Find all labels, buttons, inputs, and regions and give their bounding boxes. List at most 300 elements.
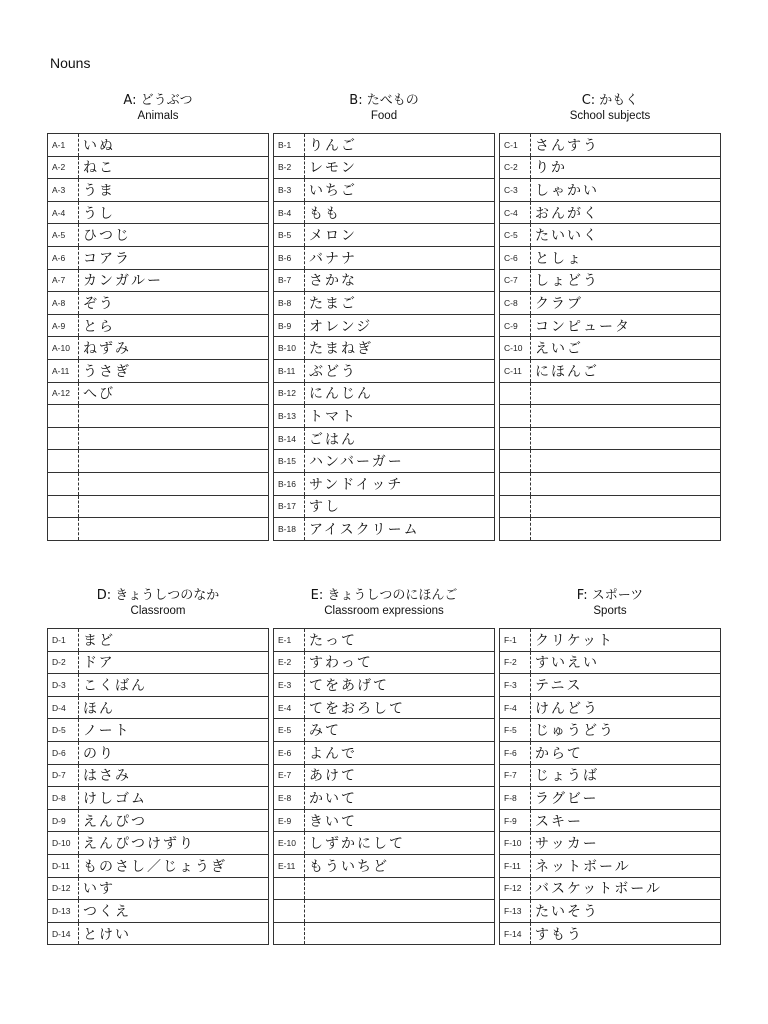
item-word: まど (79, 629, 269, 652)
item-code: A-9 (48, 314, 79, 337)
item-word: クリケット (531, 629, 721, 652)
category-title-english: Sports (593, 605, 627, 617)
item-code (274, 922, 305, 945)
category-heading (273, 588, 495, 619)
item-word: みて (305, 719, 495, 742)
item-word: へび (79, 382, 269, 405)
item-word: からて (531, 741, 721, 764)
item-word: ひつじ (79, 224, 269, 247)
table-row (274, 179, 495, 202)
table-row (48, 201, 269, 224)
item-code: A-10 (48, 337, 79, 360)
item-word: ぶどう (305, 359, 495, 382)
item-code: C-2 (500, 156, 531, 179)
category-heading (47, 588, 269, 619)
item-word: いぬ (79, 134, 269, 157)
item-code: F-11 (500, 854, 531, 877)
category-title-english: Animals (137, 110, 179, 122)
item-code: B-10 (274, 337, 305, 360)
table-row (500, 337, 721, 360)
item-word (79, 405, 269, 428)
category-title-english: Classroom expressions (324, 605, 444, 617)
table-row (274, 224, 495, 247)
table-row (48, 405, 269, 428)
item-code: D-11 (48, 854, 79, 877)
table-row (274, 314, 495, 337)
item-word: きいて (305, 809, 495, 832)
category-title-japanese: F: スポーツ (576, 588, 644, 603)
vocabulary-table (273, 628, 495, 945)
table-row (48, 854, 269, 877)
item-word: えいご (531, 337, 721, 360)
table-row (48, 900, 269, 923)
item-word: じゅうどう (531, 719, 721, 742)
table-row (500, 877, 721, 900)
item-code: B-9 (274, 314, 305, 337)
item-word (305, 922, 495, 945)
table-row (48, 719, 269, 742)
table-row (500, 832, 721, 855)
item-word: はさみ (79, 764, 269, 787)
item-code: B-6 (274, 246, 305, 269)
table-row (48, 922, 269, 945)
item-code: E-3 (274, 674, 305, 697)
item-word: サッカー (531, 832, 721, 855)
item-word: ほん (79, 696, 269, 719)
item-word: つくえ (79, 900, 269, 923)
table-row (274, 269, 495, 292)
table-row (48, 314, 269, 337)
table-row (48, 674, 269, 697)
table-row (500, 629, 721, 652)
item-code (48, 495, 79, 518)
page-title: Nouns (50, 55, 91, 71)
table-row (274, 696, 495, 719)
item-code: F-14 (500, 922, 531, 945)
item-code: F-7 (500, 764, 531, 787)
item-code: D-8 (48, 787, 79, 810)
item-word: さかな (305, 269, 495, 292)
table-row (500, 292, 721, 315)
table-row (274, 900, 495, 923)
vocabulary-table (47, 628, 269, 945)
item-word: とら (79, 314, 269, 337)
table-row (500, 427, 721, 450)
item-word (531, 450, 721, 473)
item-word: しずかにして (305, 832, 495, 855)
item-word: うま (79, 179, 269, 202)
item-code: F-9 (500, 809, 531, 832)
item-word: しゃかい (531, 179, 721, 202)
table-row (274, 337, 495, 360)
table-row (274, 922, 495, 945)
table-row (48, 787, 269, 810)
item-word (79, 495, 269, 518)
item-word: えんぴつ (79, 809, 269, 832)
category-title-japanese: D: きょうしつのなか (96, 588, 220, 603)
item-word: たいそう (531, 900, 721, 923)
table-row (48, 359, 269, 382)
item-word: ごはん (305, 427, 495, 450)
item-code: C-9 (500, 314, 531, 337)
vocabulary-table (47, 133, 269, 541)
item-code: D-9 (48, 809, 79, 832)
item-word: トマト (305, 405, 495, 428)
item-word (79, 518, 269, 541)
item-word: てをあげて (305, 674, 495, 697)
item-code: C-6 (500, 246, 531, 269)
table-row (500, 809, 721, 832)
table-row (274, 382, 495, 405)
item-code (500, 427, 531, 450)
item-code (274, 877, 305, 900)
item-word: テニス (531, 674, 721, 697)
item-word: クラブ (531, 292, 721, 315)
item-code: A-2 (48, 156, 79, 179)
category-heading (47, 93, 269, 124)
item-code (500, 518, 531, 541)
table-row (500, 741, 721, 764)
table-row (274, 719, 495, 742)
item-code: A-6 (48, 246, 79, 269)
item-word: けしゴム (79, 787, 269, 810)
item-code: E-6 (274, 741, 305, 764)
item-word: さんすう (531, 134, 721, 157)
table-row (274, 472, 495, 495)
item-word (531, 405, 721, 428)
table-row (274, 246, 495, 269)
item-word: メロン (305, 224, 495, 247)
item-code: F-2 (500, 651, 531, 674)
item-word: レモン (305, 156, 495, 179)
table-row (48, 179, 269, 202)
item-word: りか (531, 156, 721, 179)
table-row (48, 832, 269, 855)
table-row (500, 922, 721, 945)
table-row (500, 156, 721, 179)
item-word (79, 472, 269, 495)
item-word: サンドイッチ (305, 472, 495, 495)
item-word: いちご (305, 179, 495, 202)
item-word: いす (79, 877, 269, 900)
item-code: A-7 (48, 269, 79, 292)
item-word: えんぴつけずり (79, 832, 269, 855)
item-code: E-7 (274, 764, 305, 787)
table-row (48, 292, 269, 315)
item-code (48, 518, 79, 541)
item-word: うさぎ (79, 359, 269, 382)
item-code: A-3 (48, 179, 79, 202)
table-row (274, 787, 495, 810)
table-row (500, 787, 721, 810)
item-code: C-11 (500, 359, 531, 382)
item-code: F-3 (500, 674, 531, 697)
item-code: A-5 (48, 224, 79, 247)
table-row (274, 201, 495, 224)
item-word: にほんご (531, 359, 721, 382)
item-code: D-2 (48, 651, 79, 674)
item-code: F-13 (500, 900, 531, 923)
category-title-english: Food (370, 110, 398, 122)
table-row (274, 495, 495, 518)
table-row (500, 314, 721, 337)
table-row (274, 832, 495, 855)
item-word: ねこ (79, 156, 269, 179)
table-row (500, 854, 721, 877)
item-word (305, 877, 495, 900)
vocabulary-table (499, 628, 721, 945)
table-row (48, 877, 269, 900)
item-code: F-5 (500, 719, 531, 742)
item-code (48, 427, 79, 450)
table-row (48, 518, 269, 541)
table-row (500, 696, 721, 719)
category-heading (499, 588, 721, 619)
item-code: E-10 (274, 832, 305, 855)
item-word (531, 518, 721, 541)
item-code: B-8 (274, 292, 305, 315)
item-code: E-11 (274, 854, 305, 877)
table-row (274, 741, 495, 764)
item-code: D-7 (48, 764, 79, 787)
item-code: E-2 (274, 651, 305, 674)
item-code: B-7 (274, 269, 305, 292)
item-code: F-4 (500, 696, 531, 719)
item-code: B-13 (274, 405, 305, 428)
table-row (500, 405, 721, 428)
item-code (500, 450, 531, 473)
item-word (531, 427, 721, 450)
item-word: アイスクリーム (305, 518, 495, 541)
table-row (500, 495, 721, 518)
table-row (500, 246, 721, 269)
item-word: あけて (305, 764, 495, 787)
table-row (274, 450, 495, 473)
table-row (274, 518, 495, 541)
category-title-japanese: B: たべもの (349, 93, 419, 108)
item-word: かいて (305, 787, 495, 810)
table-row (500, 719, 721, 742)
item-word: スキー (531, 809, 721, 832)
table-row (274, 292, 495, 315)
item-code: E-9 (274, 809, 305, 832)
table-row (274, 877, 495, 900)
item-word (79, 450, 269, 473)
item-word: たって (305, 629, 495, 652)
item-word: オレンジ (305, 314, 495, 337)
item-word (79, 427, 269, 450)
table-row (500, 674, 721, 697)
table-row (48, 741, 269, 764)
item-word: たまねぎ (305, 337, 495, 360)
item-code: E-4 (274, 696, 305, 719)
item-code: D-13 (48, 900, 79, 923)
item-code: D-10 (48, 832, 79, 855)
table-row (500, 764, 721, 787)
item-code: B-2 (274, 156, 305, 179)
item-word: てをおろして (305, 696, 495, 719)
item-code: E-8 (274, 787, 305, 810)
item-code: F-6 (500, 741, 531, 764)
item-word: ノート (79, 719, 269, 742)
category-title-english: School subjects (569, 110, 651, 122)
item-word: にんじん (305, 382, 495, 405)
table-row (48, 651, 269, 674)
item-word: ラグビー (531, 787, 721, 810)
table-row (48, 269, 269, 292)
table-row (274, 629, 495, 652)
item-word: もういちど (305, 854, 495, 877)
item-word: うし (79, 201, 269, 224)
item-code: B-15 (274, 450, 305, 473)
item-word: けんどう (531, 696, 721, 719)
category-heading (273, 93, 495, 124)
item-code: D-6 (48, 741, 79, 764)
item-code (500, 472, 531, 495)
item-code: B-1 (274, 134, 305, 157)
item-code (500, 495, 531, 518)
table-row (274, 359, 495, 382)
item-word: もも (305, 201, 495, 224)
table-row (274, 764, 495, 787)
item-code: A-4 (48, 201, 79, 224)
table-row (48, 696, 269, 719)
item-word (305, 900, 495, 923)
table-row (48, 337, 269, 360)
item-word: ぞう (79, 292, 269, 315)
item-code: F-8 (500, 787, 531, 810)
category-title-japanese: A: どうぶつ (123, 93, 193, 108)
table-row (48, 495, 269, 518)
item-word: バナナ (305, 246, 495, 269)
item-word: カンガルー (79, 269, 269, 292)
item-code: B-3 (274, 179, 305, 202)
item-word: ねずみ (79, 337, 269, 360)
item-code: B-5 (274, 224, 305, 247)
item-code (48, 472, 79, 495)
table-row (274, 809, 495, 832)
item-code (500, 405, 531, 428)
item-code: B-17 (274, 495, 305, 518)
item-code: F-12 (500, 877, 531, 900)
item-code: D-4 (48, 696, 79, 719)
item-word: コアラ (79, 246, 269, 269)
table-row (48, 246, 269, 269)
table-row (48, 472, 269, 495)
table-row (274, 405, 495, 428)
table-row (500, 201, 721, 224)
item-word: ものさし／じょうぎ (79, 854, 269, 877)
item-code: C-3 (500, 179, 531, 202)
table-row (274, 854, 495, 877)
table-row (48, 629, 269, 652)
item-word: こくばん (79, 674, 269, 697)
item-word: とけい (79, 922, 269, 945)
item-code: E-5 (274, 719, 305, 742)
item-code: A-1 (48, 134, 79, 157)
table-row (500, 450, 721, 473)
item-code: C-1 (500, 134, 531, 157)
category-title-japanese: C: かもく (581, 93, 639, 108)
table-row (500, 518, 721, 541)
item-code (274, 900, 305, 923)
item-word: しょどう (531, 269, 721, 292)
item-word: じょうば (531, 764, 721, 787)
item-code: F-10 (500, 832, 531, 855)
item-word: のり (79, 741, 269, 764)
item-code: C-10 (500, 337, 531, 360)
item-code: B-16 (274, 472, 305, 495)
item-word: たいいく (531, 224, 721, 247)
table-row (48, 224, 269, 247)
item-code: C-8 (500, 292, 531, 315)
table-row (48, 427, 269, 450)
table-row (48, 809, 269, 832)
table-row (274, 134, 495, 157)
item-word: すわって (305, 651, 495, 674)
item-word: ドア (79, 651, 269, 674)
item-code: B-14 (274, 427, 305, 450)
vocabulary-table (273, 133, 495, 541)
table-row (500, 359, 721, 382)
table-row (48, 764, 269, 787)
item-code: E-1 (274, 629, 305, 652)
item-word: おんがく (531, 201, 721, 224)
item-code: D-14 (48, 922, 79, 945)
table-row (500, 472, 721, 495)
item-code (500, 382, 531, 405)
table-row (500, 269, 721, 292)
table-row (500, 179, 721, 202)
item-word: すもう (531, 922, 721, 945)
table-row (500, 382, 721, 405)
table-row (274, 651, 495, 674)
table-row (500, 134, 721, 157)
table-row (48, 156, 269, 179)
table-row (274, 674, 495, 697)
item-code: D-3 (48, 674, 79, 697)
item-code: A-12 (48, 382, 79, 405)
item-code (48, 405, 79, 428)
item-code: C-5 (500, 224, 531, 247)
table-row (500, 224, 721, 247)
item-code: B-4 (274, 201, 305, 224)
item-code: B-11 (274, 359, 305, 382)
item-code (48, 450, 79, 473)
item-word (531, 495, 721, 518)
item-word: よんで (305, 741, 495, 764)
item-code: C-7 (500, 269, 531, 292)
table-row (48, 382, 269, 405)
table-row (500, 900, 721, 923)
category-title-english: Classroom (130, 605, 186, 617)
item-word: りんご (305, 134, 495, 157)
item-word (531, 382, 721, 405)
item-code: C-4 (500, 201, 531, 224)
item-code: D-5 (48, 719, 79, 742)
table-row (500, 651, 721, 674)
table-row (48, 450, 269, 473)
item-word: たまご (305, 292, 495, 315)
item-code: B-18 (274, 518, 305, 541)
item-code: D-12 (48, 877, 79, 900)
item-word (531, 472, 721, 495)
item-word: バスケットボール (531, 877, 721, 900)
item-code: A-8 (48, 292, 79, 315)
category-title-japanese: E: きょうしつのにほんご (310, 588, 458, 603)
item-word: すいえい (531, 651, 721, 674)
table-row (274, 156, 495, 179)
